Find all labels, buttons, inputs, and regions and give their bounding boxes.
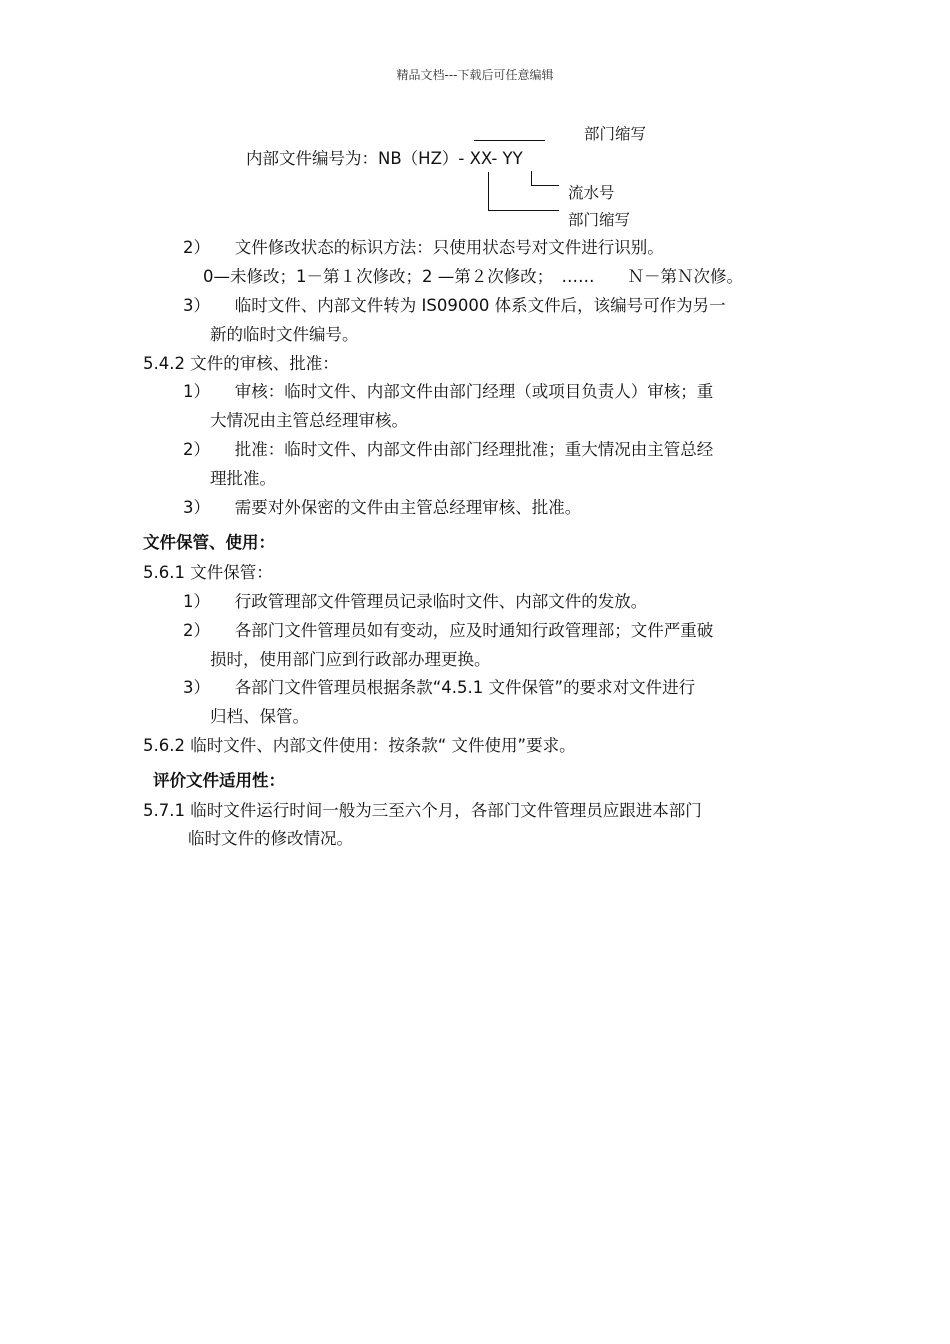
section-5-7-1: 5.7.1 临时文件运行时间一般为三至六个月，各部门文件管理员应跟进本部门 — [143, 801, 702, 820]
item-approval: 2） 批准：临时文件、内部文件由部门经理批准；重大情况由主管总经 — [183, 440, 714, 459]
numbering-format: 内部文件编号为：NB（HZ）- XX- YY — [246, 149, 523, 168]
heading-storage-use: 文件保管、使用： — [143, 533, 275, 552]
status-codes: 0—未修改；1－第１次修改；2 —第２次修改； …… Ｎ－第Ｎ次修。 — [203, 267, 743, 286]
item-distribution-record: 1） 行政管理部文件管理员记录临时文件、内部文件的发放。 — [183, 592, 648, 611]
item-archiving-cont: 归档、保管。 — [210, 707, 309, 726]
page-header: 精品文档---下载后可任意编辑 — [396, 68, 554, 82]
item-conversion-cont: 新的临时文件编号。 — [210, 325, 359, 344]
item-confidential: 3） 需要对外保密的文件由主管总经理审核、批准。 — [183, 498, 582, 517]
section-5-6-2: 5.6.2 临时文件、内部文件使用：按条款“ 文件使用”要求。 — [143, 736, 576, 755]
item-approval-cont: 理批准。 — [210, 469, 276, 488]
item-review-cont: 大情况由主管总经理审核。 — [210, 411, 408, 430]
item-review: 1） 审核：临时文件、内部文件由部门经理（或项目负责人）审核；重 — [183, 382, 714, 401]
heading-applicability: 评价文件适用性： — [153, 771, 285, 790]
label-serial-number: 流水号 — [568, 184, 615, 202]
connector-serial-vertical — [531, 171, 532, 186]
connector-dept-vertical — [488, 172, 489, 211]
section-5-4-2: 5.4.2 文件的审核、批准： — [143, 354, 339, 373]
item-admin-change: 2） 各部门文件管理员如有变动，应及时通知行政管理部；文件严重破 — [183, 621, 714, 640]
label-dept-abbr-top: 部门缩写 — [584, 125, 647, 143]
section-5-6-1: 5.6.1 文件保管： — [143, 563, 273, 582]
item-archiving: 3） 各部门文件管理员根据条款“4.5.1 文件保管”的要求对文件进行 — [183, 678, 696, 697]
item-admin-change-cont: 损时，使用部门应到行政部办理更换。 — [210, 650, 491, 669]
label-dept-abbr-bottom: 部门缩写 — [568, 211, 631, 229]
section-5-7-1-cont: 临时文件的修改情况。 — [188, 829, 353, 848]
item-conversion: 3） 临时文件、内部文件转为 IS09000 体系文件后，该编号可作为另一 — [183, 296, 726, 315]
connector-serial-horizontal — [531, 185, 559, 186]
connector-dept-horizontal — [488, 210, 559, 211]
item-status-marking: 2） 文件修改状态的标识方法：只使用状态号对文件进行识别。 — [183, 238, 664, 257]
connector-top-line — [474, 140, 545, 141]
